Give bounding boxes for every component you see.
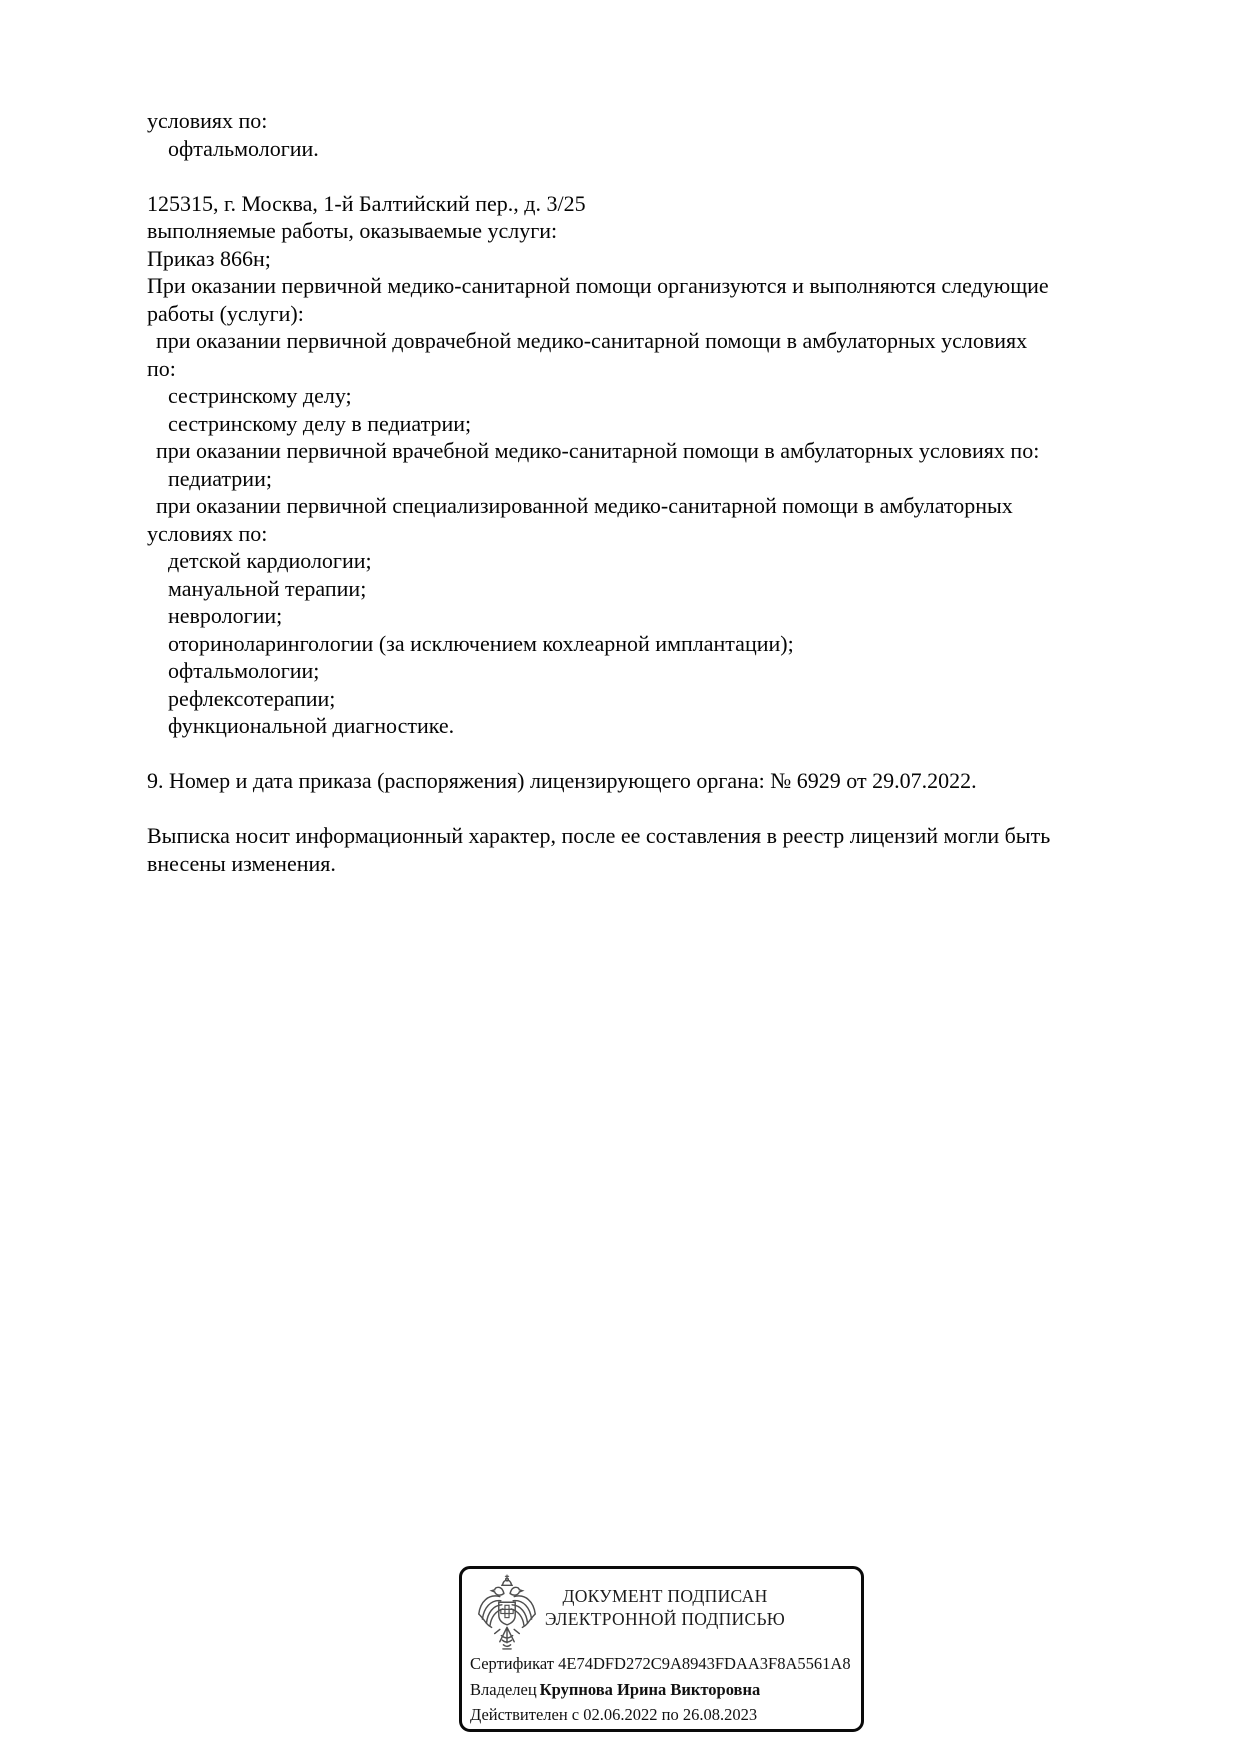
- doc-line: функциональной диагностике.: [168, 713, 455, 738]
- doc-line: детской кардиологии;: [168, 548, 372, 573]
- doc-line: офтальмологии.: [168, 135, 319, 161]
- doc-line: При оказании первичной медико-санитарной помощи организуются и выполняются следующие: [147, 273, 1049, 298]
- signature-title: [540, 1585, 790, 1631]
- doc-line-address: 125315, г. Москва, 1-й Балтийский пер., д. 3/25: [147, 190, 586, 216]
- doc-line: Выписка носит информационный характер, после ее составления в реестр лицензий могли быть: [147, 823, 1051, 848]
- doc-line: неврологии;: [168, 603, 283, 628]
- signature-title-line2: ЭЛЕКТРОННОЙ ПОДПИСЬЮ: [544, 1609, 786, 1629]
- doc-line: Приказ 866н;: [147, 245, 271, 271]
- certificate-value: 4E74DFD272C9A8943FDAA3F8A5561A8: [558, 1654, 851, 1673]
- doc-line: внесены изменения.: [147, 850, 336, 876]
- doc-line: при оказании первичной специализированной медико-санитарной помощи в амбулаторных: [156, 493, 1013, 518]
- doc-line: по:: [147, 355, 176, 381]
- doc-line: сестринскому делу;: [168, 383, 352, 408]
- doc-line: сестринскому делу в педиатрии;: [168, 410, 472, 436]
- doc-line: офтальмологии;: [168, 658, 320, 683]
- doc-line: работы (услуги):: [147, 300, 304, 326]
- document-body: [147, 107, 1050, 877]
- doc-line-order-number: 9. Номер и дата приказа (распоряжения) лицензирующего органа: № 6929 от 29.07.2022.: [147, 768, 977, 793]
- doc-line: при оказании первичной доврачебной медико-санитарной помощи в амбулаторных условиях: [156, 328, 1028, 353]
- doc-line: оториноларингологии (за исключением кохлеарной имплантации);: [168, 630, 794, 656]
- doc-line: условиях по:: [147, 520, 268, 546]
- doc-line: при оказании первичной врачебной медико-санитарной помощи в амбулаторных условиях по:: [156, 438, 1040, 463]
- doc-line: педиатрии;: [168, 465, 272, 491]
- owner-label: Владелец: [470, 1679, 537, 1699]
- validity-text: Действителен с 02.06.2022 по 26.08.2023: [470, 1705, 758, 1724]
- certificate-label: Сертификат: [470, 1654, 554, 1673]
- owner-line: [470, 1677, 851, 1703]
- doc-line: условиях по:: [147, 108, 268, 133]
- blank-line: [147, 795, 1050, 823]
- signature-title-line1: ДОКУМЕНТ ПОДПИСАН: [562, 1586, 768, 1606]
- blank-line: [147, 162, 1050, 190]
- validity-line: [470, 1702, 851, 1728]
- certificate-line: [470, 1651, 851, 1677]
- doc-line: выполняемые работы, оказываемые услуги:: [147, 218, 558, 243]
- blank-line: [147, 740, 1050, 768]
- signature-stamp: [459, 1566, 864, 1732]
- doc-line: рефлексотерапии;: [168, 685, 336, 711]
- signature-details: [470, 1651, 851, 1728]
- owner-name: Крупнова Ирина Викторовна: [539, 1679, 761, 1699]
- doc-line: мануальной терапии;: [168, 575, 367, 601]
- roszdravnadzor-eagle-icon: [476, 1574, 538, 1652]
